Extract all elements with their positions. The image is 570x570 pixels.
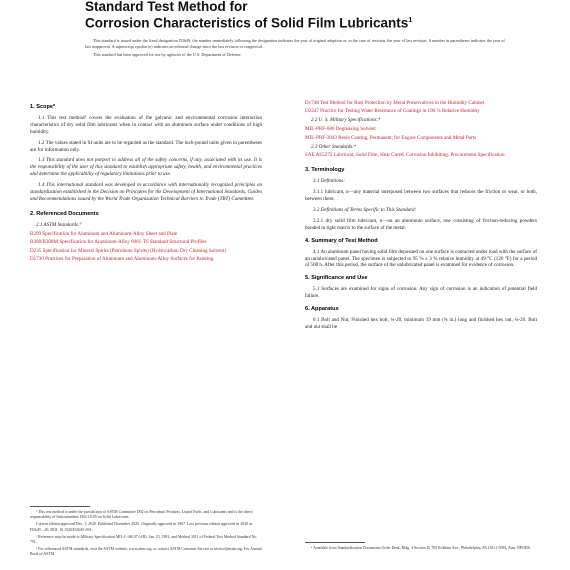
footnote-divider: [30, 506, 90, 507]
section-heading-apparatus: 6. Apparatus: [305, 306, 339, 313]
preamble: [85, 38, 505, 61]
military-specs-subheading: 2.2 U. S. Military Specifications:⁴: [311, 117, 380, 124]
reference-item[interactable]: SAE AS5272 Lubricant, Solid Film, Heat Cured, Corrosion Inhibiting, Procurement Specification: [305, 152, 505, 159]
terminology-para: 3.2.1 dry solid film lubricant, n—on an aluminum surface, one consisting of friction-reducing powders bonded in tight matrix to the surface of the metal.: [305, 217, 537, 231]
reference-item[interactable]: D1730 Practices for Preparation of Aluminum and Aluminum-Alloy Surfaces for Painting: [30, 255, 214, 262]
preamble-para: This standard has been approved for use by agencies of the U.S. Department of Defense.: [93, 52, 242, 58]
left-column: [30, 100, 262, 264]
footnote: ¹ This test method is under the jurisdiction of ASTM Committee D02 on Petroleum Products, Liquid Fuels, and Lubricants and is the direct responsibility of Subcommittee D02.L0.05 on Solid Lubricants.: [30, 510, 253, 520]
footnote: Current edition approved Dec. 1, 2020. Published December 2020. Originally approved in 1967. Last previous edition approved in 2020 as D2649 – 20. DOI: 10.1520/D2649-20A.: [30, 522, 253, 532]
scope-para: 1.3 This standard does not purport to address all of the safety concerns, if any, associated with its use. It is the responsibility of the user of this standard to establish appropriate safety, health, and environmental practices and determine the applicability of regulatory limitations prior to use.: [30, 157, 262, 178]
reference-item[interactable]: B209 Specification for Aluminum and Aluminum-Alloy Sheet and Plate: [30, 230, 178, 237]
scope-para: 1.2 The values stated in SI units are to be regarded as the standard. The inch-pound units given in parentheses are for information only.: [30, 139, 262, 153]
section-heading-summary: 4. Summary of Test Method: [305, 237, 378, 244]
footnote: ³ For referenced ASTM standards, visit the ASTM website, www.astm.org, or contact ASTM Customer Service at service@astm.org. For Annual Book of ASTM: [30, 547, 262, 557]
reference-item[interactable]: D1748 Test Method for Rust Protection by Metal Preservatives in the Humidity Cabinet: [305, 100, 485, 106]
reference-item[interactable]: B308/B308M Specification for Aluminum-Alloy 6061-T6 Standard Structural Profiles: [30, 239, 207, 246]
title-line-2: Corrosion Characteristics of Solid Film Lubricants$^1$: [85, 15, 413, 31]
title-footnote-mark: 1: [408, 17, 413, 24]
summary-para: 4.1 An aluminum panel having solid film deposited on one surface is contacted under load with the surface of an unlubricated panel. The specimen is subjected to 95 % ± 3 % relative humidity at 49 °C (120 °F) for a period of 500 h. After this period, the surface of the unlubricated panel is examined for evidence of corrosion.: [305, 248, 537, 269]
astm-standards-subheading: 2.1 ASTM Standards:³: [36, 221, 82, 228]
scope-para: 1.1 This test method² covers the evaluation of the galvanic and environmental corrosion interaction characteristics of dry solid film lubricants when in contact with an aluminum surface under conditions of high humidity.: [30, 114, 262, 135]
footnote: ² Reference may be made to Military Specification MIL-L-46147 (AR), Jan. 23, 1991, and Method 3011 of Federal Test Method Standard No. 791.: [30, 534, 258, 545]
apparatus-para: 6.1 Bolt and Nut, Finished hex bolt, ¼-20, minimum 19 mm (¾ in.) long and finished hex nut, ¼-20. Bolt and nut shall be: [305, 316, 537, 330]
title-line-1: Standard Test Method for: [85, 0, 248, 14]
section-heading-scope: 1. Scope*: [30, 104, 56, 110]
section-heading-significance: 5. Significance and Use: [305, 275, 368, 282]
reference-item[interactable]: MIL-PRF-680 Degreasing Solvent: [305, 126, 376, 133]
preamble-para: This standard is issued under the fixed designation D2649; the number immediately following the designation indicates the year of original adoption or, in the case of revision, the year of last revision. A number in parentheses indicates the year of last reapproval. A superscript epsilon (ε) indicates an editorial change since the last revision or reapproval.: [85, 38, 505, 49]
reference-item[interactable]: MIL-PRF-3043 Resin Coating, Permanent, for Engine Components and Metal Parts: [305, 134, 477, 141]
reference-item[interactable]: D235 Specification for Mineral Spirits (Petroleum Spirits) (Hydrocarbon Dry Cleaning Solvent): [30, 247, 227, 254]
right-column: [305, 100, 537, 335]
terminology-para: 3.1.1 lubricant, n—any material interposed between two surfaces that reduces the friction or wear, or both, between them.: [305, 189, 537, 203]
footnote: ⁴ Available from Standardization Documents Order Desk, Bldg. 4 Section D, 700 Robbins Ave., Philadelphia, PA 19111-5094, Attn: NPODS.: [311, 546, 531, 550]
footnote-divider: [305, 542, 365, 543]
page-title: [85, 0, 505, 31]
terminology-para: 3.1 Definitions:: [313, 178, 345, 185]
right-footnote: [305, 546, 537, 553]
significance-para: 5.1 Surfaces are examined for signs of corrosion. Any sign of corrosion is an indication of potential field failure.: [305, 286, 537, 300]
other-standards-subheading: 2.3 Other Standards:⁴: [311, 143, 356, 150]
scope-para: 1.4 This international standard was developed in accordance with internationally recognized principles on standardization established in the Decision on Principles for the Development of International Standards, Guides and Recommendations issued by the World Trade Organization Technical Barriers to Trade (TBT) Committee.: [30, 182, 262, 202]
terminology-para: 3.2 Definitions of Terms Specific to This Standard:: [313, 206, 417, 213]
reference-item[interactable]: D2247 Practice for Testing Water Resistance of Coatings in 100 % Relative Humidity: [305, 108, 480, 115]
left-footnotes: [30, 510, 262, 560]
section-heading-referenced-documents: 2. Referenced Documents: [30, 210, 99, 217]
section-heading-terminology: 3. Terminology: [305, 167, 345, 174]
